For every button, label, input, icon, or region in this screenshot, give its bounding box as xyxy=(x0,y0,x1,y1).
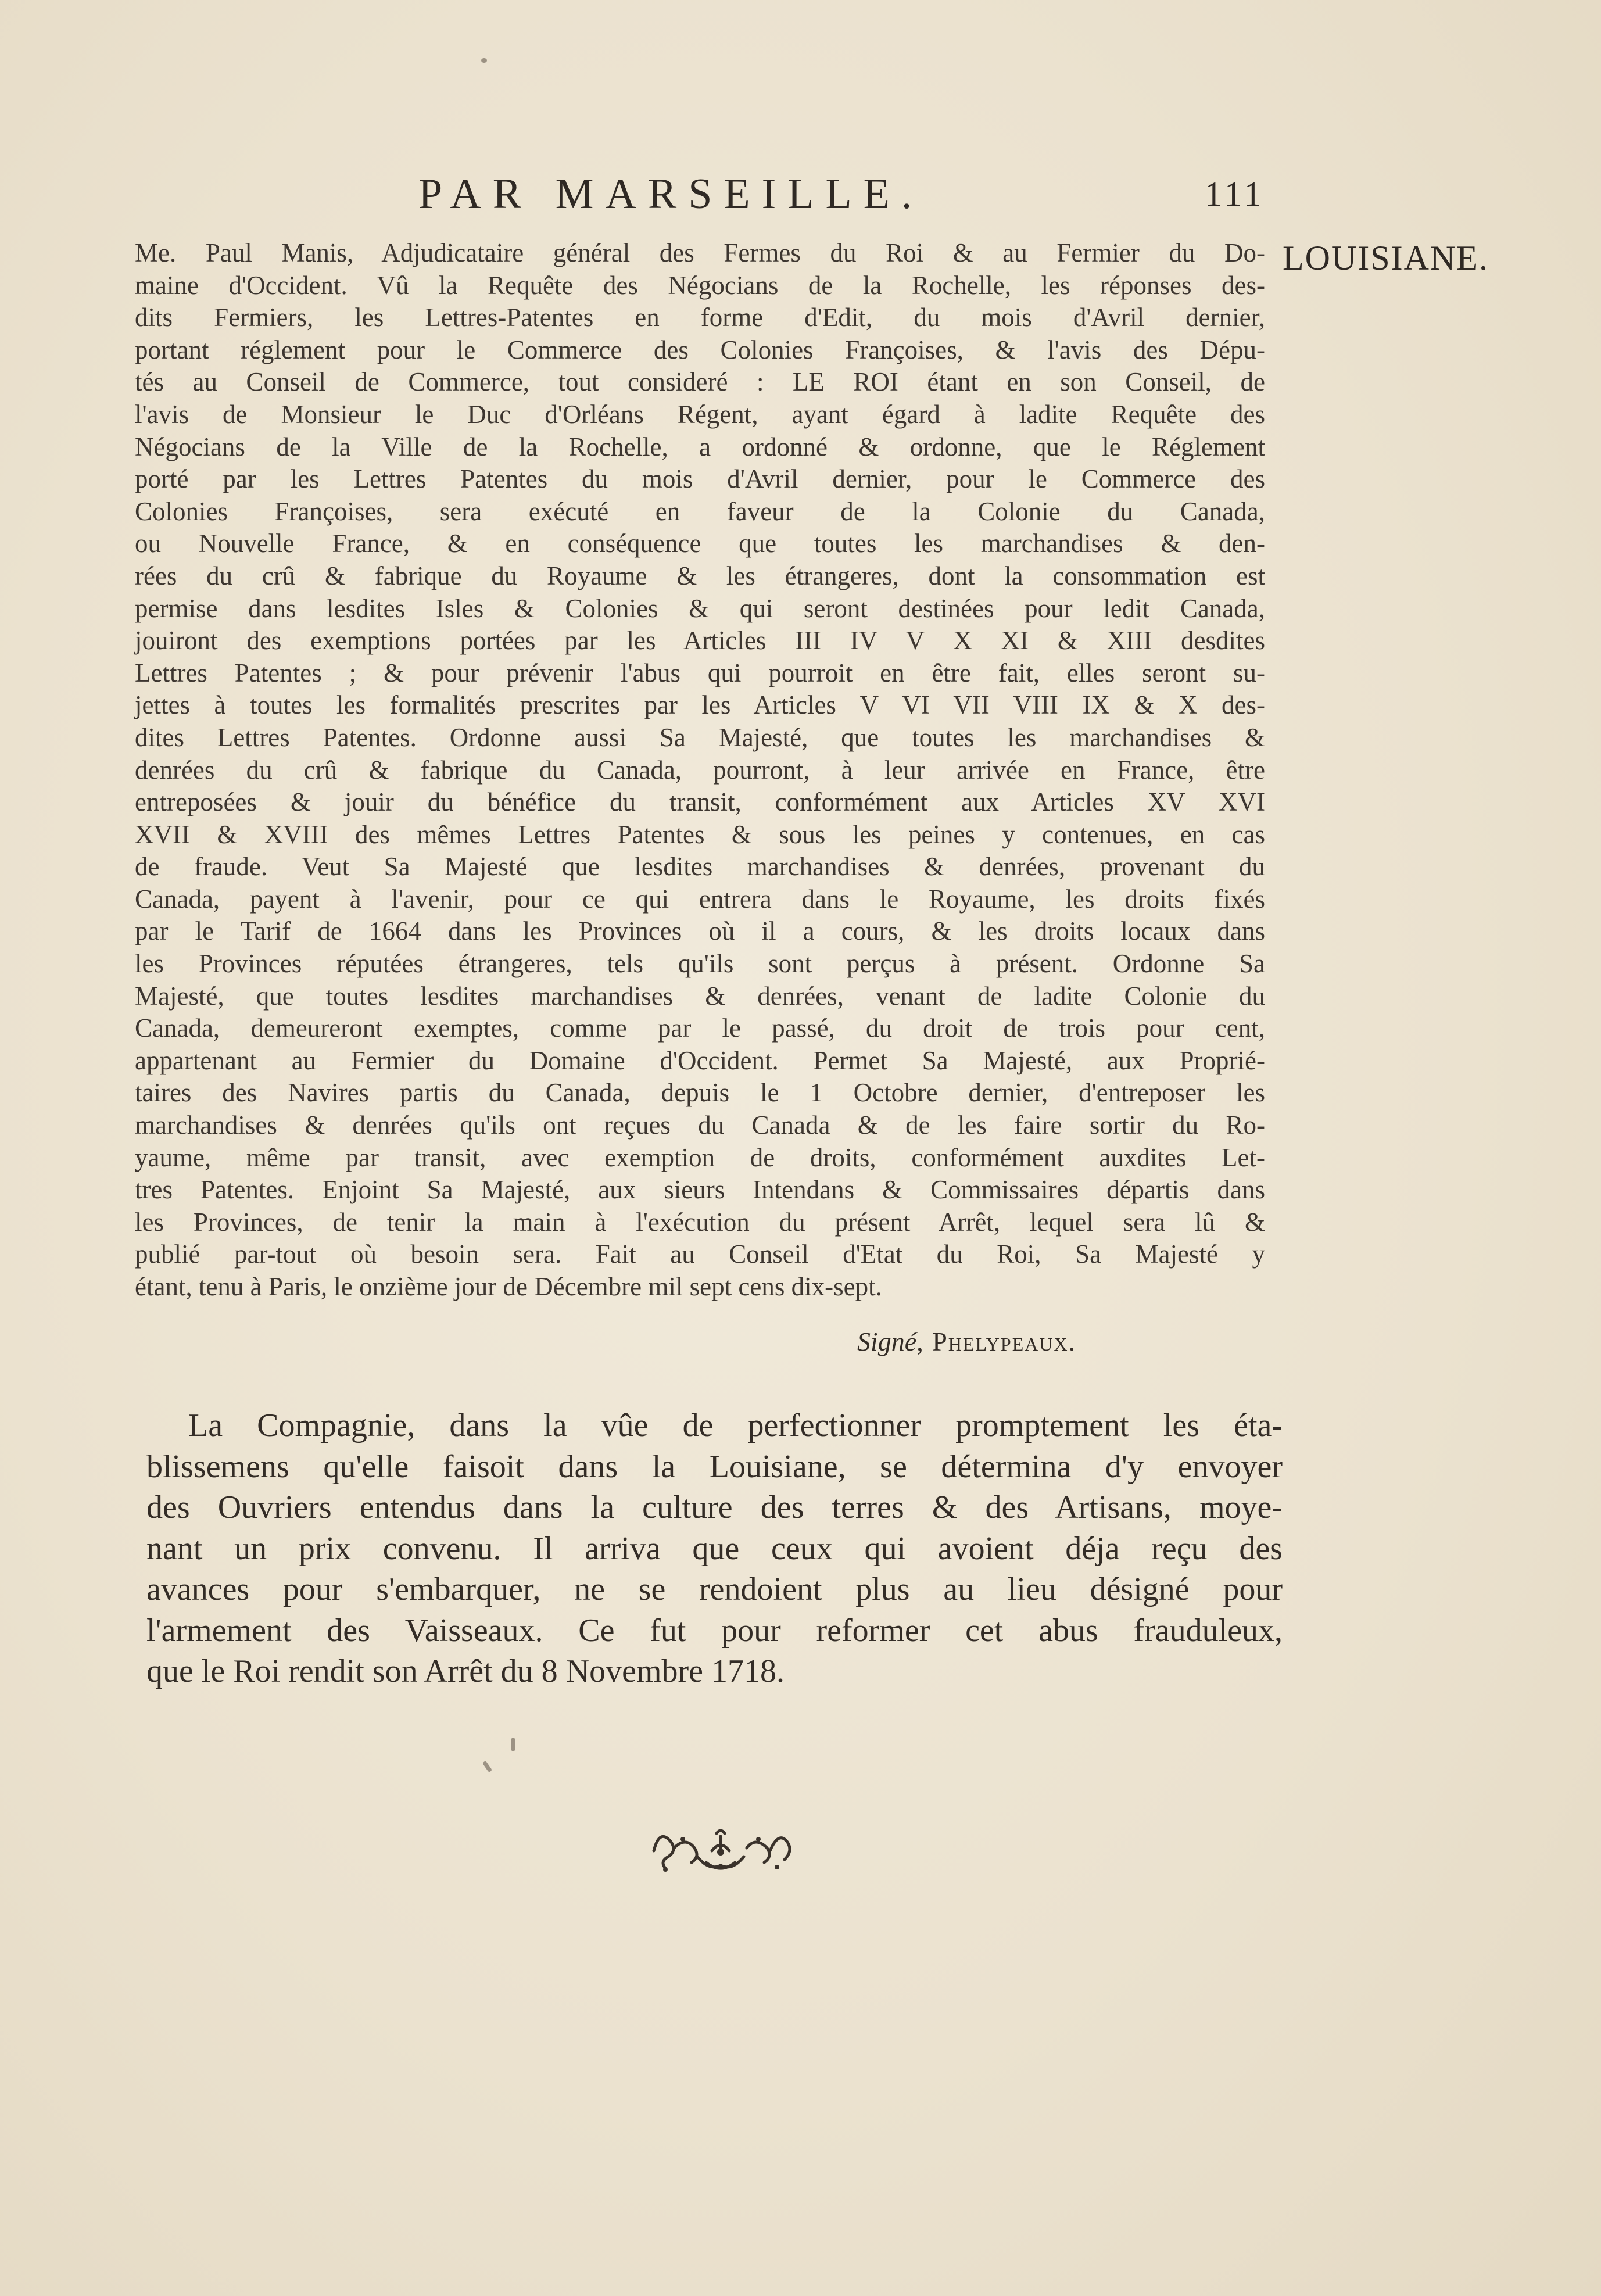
text-line: dits Fermiers, les Lettres-Patentes en forme d'Edit, du mois d'Avril dernier, xyxy=(135,303,1265,332)
signatory-name: , Phelypeaux. xyxy=(916,1327,1077,1356)
text-line: portant réglement pour le Commerce des Colonies Françoises, & l'avis des Dépu- xyxy=(135,335,1265,364)
text-line: que le Roi rendit son Arrêt du 8 Novembre 1718. xyxy=(146,1653,785,1689)
text-line: les Provinces, de tenir la main à l'exécution du présent Arrêt, lequel sera lû & xyxy=(135,1207,1265,1237)
text-line: étant, tenu à Paris, le onzième jour de Décembre mil sept cens dix-sept. xyxy=(135,1272,882,1301)
text-line: Lettres Patentes ; & pour prévenir l'abus qui pourroit en être fait, elles seront su- xyxy=(135,658,1265,687)
arret-text xyxy=(135,237,1265,1303)
signature-label: Signé xyxy=(857,1327,917,1356)
text-line: jouiront des exemptions portées par les Articles III IV V X XI & XIII desdites xyxy=(135,626,1265,656)
text-line: Négocians de la Ville de la Rochelle, a ordonné & ordonne, que le Réglement xyxy=(135,432,1265,461)
text-line: par le Tarif de 1664 dans les Provinces où il a cours, & les droits locaux dans xyxy=(135,916,1265,946)
text-line: porté par les Lettres Patentes du mois d'Avril dernier, pour le Commerce des xyxy=(135,464,1265,494)
text-line: maine d'Occident. Vû la Requête des Négocians de la Rochelle, les réponses des- xyxy=(135,270,1265,300)
text-line: taires des Navires partis du Canada, depuis le 1 Octobre dernier, d'entreposer les xyxy=(135,1078,1265,1108)
text-line: Colonies Françoises, sera exécuté en faveur de la Colonie du Canada, xyxy=(135,496,1265,526)
text-line: entreposées & jouir du bénéfice du transit, conformément aux Articles XV XVI xyxy=(135,787,1265,817)
text-line: yaume, même par transit, avec exemption de droits, conformément auxdites Let- xyxy=(135,1142,1265,1172)
text-line: XVII & XVIII des mêmes Lettres Patentes & sous les peines y contenues, en cas xyxy=(135,819,1265,849)
text-line: appartenant au Fermier du Domaine d'Occident. Permet Sa Majesté, aux Proprié- xyxy=(135,1045,1265,1075)
text-line: les Provinces réputées étrangeres, tels qu'ils sont perçus à présent. Ordonne Sa xyxy=(135,949,1265,979)
text-line: marchandises & denrées qu'ils ont reçues du Canada & de les faire sortir du Ro- xyxy=(135,1111,1265,1140)
text-line: permise dans lesdites Isles & Colonies & qui seront destinées pour ledit Canada, xyxy=(135,593,1265,623)
text-line: blissemens qu'elle faisoit dans la Louisiane, se détermina d'y envoyer xyxy=(146,1448,1283,1485)
ink-speck xyxy=(511,1738,515,1751)
running-head: PAR MARSEILLE. xyxy=(418,170,924,218)
text-line: Majesté, que toutes lesdites marchandises & denrées, venant de ladite Colonie du xyxy=(135,981,1265,1011)
text-line: ou Nouvelle France, & en conséquence que toutes les marchandises & den- xyxy=(135,529,1265,558)
margin-note: LOUISIANE. xyxy=(1283,239,1489,277)
text-line: dites Lettres Patentes. Ordonne aussi Sa Majesté, que toutes les marchandises & xyxy=(135,722,1265,752)
text-line: de fraude. Veut Sa Majesté que lesdites marchandises & denrées, provenant du xyxy=(135,852,1265,882)
text-line: Me. Paul Manis, Adjudicataire général des Fermes du Roi & au Fermier du Do- xyxy=(135,238,1265,267)
text-line: l'armement des Vaisseaux. Ce fut pour reformer cet abus frauduleux, xyxy=(146,1612,1283,1649)
text-line: jettes à toutes les formalités prescrites par les Articles V VI VII VIII IX & X des- xyxy=(135,690,1265,720)
text-line: publié par-tout où besoin sera. Fait au Conseil d'Etat du Roi, Sa Majesté y xyxy=(135,1240,1265,1269)
signature xyxy=(857,1326,1076,1357)
text-line: Canada, demeureront exemptes, comme par le passé, du droit de trois pour cent, xyxy=(135,1013,1265,1043)
text-line: l'avis de Monsieur le Duc d'Orléans Régent, ayant égard à ladite Requête des xyxy=(135,399,1265,429)
text-line: denrées du crû & fabrique du Canada, pourront, à leur arrivée en France, être xyxy=(135,755,1265,785)
text-line: des Ouvriers entendus dans la culture des terres & des Artisans, moye- xyxy=(146,1489,1283,1525)
text-line: rées du crû & fabrique du Royaume & les étrangeres, dont la consommation est xyxy=(135,561,1265,590)
page-number: 111 xyxy=(1205,175,1265,213)
ink-speck xyxy=(481,58,487,63)
text-line: tres Patentes. Enjoint Sa Majesté, aux sieurs Intendans & Commissaires départis dans xyxy=(135,1175,1265,1205)
text-line: La Compagnie, dans la vûe de perfectionner promptement les éta- xyxy=(188,1407,1283,1443)
text-line: avances pour s'embarquer, ne se rendoient plus au lieu désigné pour xyxy=(146,1571,1283,1607)
text-line: tés au Conseil de Commerce, tout consideré : LE ROI étant en son Conseil, de xyxy=(135,367,1265,397)
narrative-paragraph xyxy=(146,1405,1283,1692)
text-line: Canada, payent à l'avenir, pour ce qui entrera dans le Royaume, les droits fixés xyxy=(135,884,1265,914)
ink-speck xyxy=(482,1761,492,1772)
text-line: nant un prix convenu. Il arriva que ceux qui avoient déja reçu des xyxy=(146,1530,1283,1567)
fleuron-ornament-icon xyxy=(642,1816,799,1880)
